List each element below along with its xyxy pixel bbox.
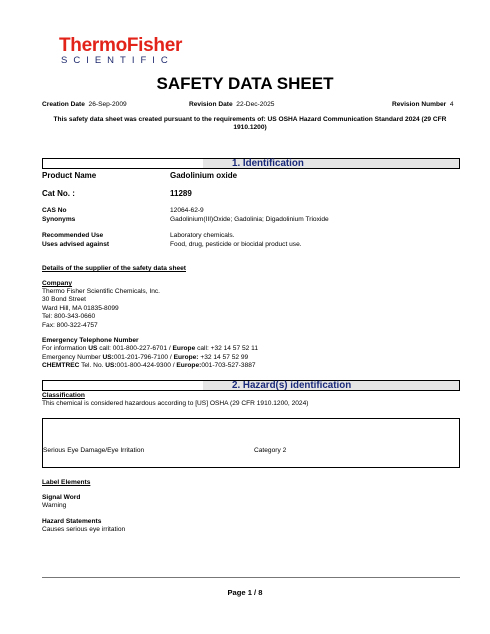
product-name-label: Product Name: [42, 171, 97, 180]
emergency-line-number: [42, 354, 248, 362]
uses-advised-against-label: Uses advised against: [42, 241, 110, 248]
em3-a: CHEMTREC: [42, 362, 80, 370]
classification-text: This chemical is considered hazardous according to [US] OSHA (29 CFR 1910.1200, 2024): [42, 400, 309, 408]
recommended-use-label: Recommended Use: [42, 232, 104, 239]
section-2-title: 2. Hazard(s) identification: [232, 380, 352, 391]
em3-e: Europe:: [176, 362, 202, 370]
revision-date-value: 22-Dec-2025: [236, 101, 275, 108]
supplier-heading: Details of the supplier of the safety data sheet: [42, 265, 186, 272]
creation-date-label: Creation Date: [42, 101, 85, 108]
footer-divider: [42, 577, 460, 578]
cat-no-value: 11289: [170, 189, 192, 198]
company-line: Fax: 800-322-4757: [42, 321, 98, 329]
label-elements-heading: Label Elements: [42, 479, 91, 486]
intro-statement: This safety data sheet was created pursuant to the requirements of: US OSHA Hazard Communication Standard 2024 (29 CFR 1910.1200): [53, 116, 447, 132]
cas-label: CAS No: [42, 207, 67, 214]
synonyms-label: Synonyms: [42, 216, 76, 223]
section-2-header: [42, 380, 460, 391]
document-title: SAFETY DATA SHEET: [156, 74, 334, 93]
em2-b: US:: [102, 353, 114, 361]
em2-c: 001-201-796-7100 /: [113, 353, 174, 361]
revision-number-label: Revision Number: [392, 101, 447, 108]
cat-no-label: Cat No. :: [42, 189, 75, 198]
revision-date-label: Revision Date: [189, 101, 233, 108]
revision-number-value: 4: [449, 101, 454, 108]
company-line: Tel: 800-343-0660: [42, 313, 96, 321]
emergency-heading: Emergency Telephone Number: [42, 337, 139, 344]
em3-f: 001-703-527-3887: [201, 362, 256, 370]
brand-logo-subtitle: SCIENTIFIC: [61, 55, 174, 66]
em2-e: +32 14 57 52 99: [198, 353, 249, 361]
revision-number: [392, 101, 454, 109]
emergency-line-info: [42, 345, 258, 353]
em3-b: Tel. No.: [79, 362, 106, 370]
em2-d: Europe:: [173, 353, 199, 361]
em1-b: US: [88, 345, 98, 353]
em3-d: 001-800-424-9300 /: [116, 362, 177, 370]
em1-e: call: +32 14 57 52 11: [195, 345, 258, 353]
page-number: Page 1 / 8: [227, 588, 263, 597]
em1-d: Europe: [172, 345, 196, 353]
company-heading: Company: [42, 280, 73, 287]
uses-advised-against-value: Food, drug, pesticide or biocidal product use.: [170, 241, 302, 248]
brand-logo: ThermoFisher: [59, 35, 183, 56]
em1-c: call: 001-800-227-6701 /: [97, 345, 173, 353]
company-line: Ward Hill, MA 01835-8099: [42, 304, 119, 312]
section-1-title: 1. Identification: [232, 158, 304, 169]
cas-value: 12064-62-9: [170, 207, 204, 214]
creation-date: [42, 101, 127, 109]
classification-heading: Classification: [42, 392, 85, 399]
recommended-use-value: Laboratory chemicals.: [170, 232, 235, 239]
hazard-class-name: Serious Eye Damage/Eye Irritation: [43, 447, 145, 454]
em2-a: Emergency Number: [42, 353, 103, 361]
product-name-value: Gadolinium oxide: [170, 171, 238, 180]
creation-date-value: 26-Sep-2009: [88, 101, 127, 108]
hazard-statements-label: Hazard Statements: [42, 518, 102, 525]
section-1-header: [42, 158, 460, 169]
synonyms-value: Gadolinium(III)Oxide; Gadolinia; Digadolinium Trioxide: [170, 216, 329, 223]
em1-a: For information: [42, 345, 89, 353]
hazard-class-category: Category 2: [254, 447, 287, 454]
signal-word-label: Signal Word: [42, 494, 81, 501]
em3-c: US:: [105, 362, 117, 370]
company-line: Thermo Fisher Scientific Chemicals, Inc.: [42, 288, 160, 295]
hazard-statements-value: Causes serious eye irritation: [42, 526, 126, 534]
emergency-line-chemtrec: [42, 362, 256, 370]
revision-date: [189, 101, 274, 109]
signal-word-value: Warning: [42, 502, 67, 510]
company-line: 30 Bond Street: [42, 296, 86, 304]
hazard-classification-box: [42, 418, 460, 468]
